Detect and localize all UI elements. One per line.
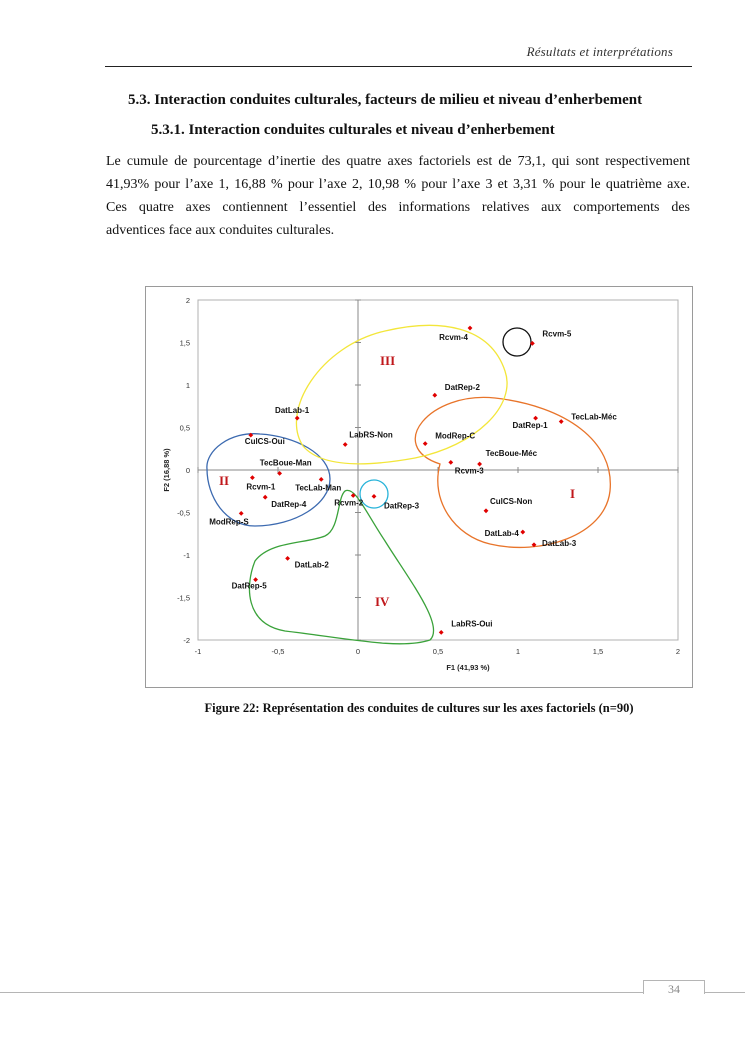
data-point-label: CulCS-Non [490, 496, 533, 506]
paragraph-line: adventices face aux conduites culturales. [106, 223, 335, 238]
data-point-label: TecLab-Man [295, 483, 342, 493]
running-header: Résultats et interprétations [526, 44, 673, 59]
data-point-label: DatLab-2 [294, 560, 329, 570]
x-tick-label: 1 [515, 647, 521, 656]
x-tick-label: 0 [355, 647, 361, 656]
data-point-marker [372, 494, 377, 499]
data-point-marker [343, 442, 348, 447]
data-point-marker [319, 477, 324, 482]
y-tick-label: 0 [185, 466, 190, 475]
group-ellipse [503, 328, 531, 356]
group-label: IV [375, 594, 390, 609]
data-point-label: DatLab-4 [484, 529, 519, 539]
y-tick-label: 0,5 [179, 423, 190, 433]
y-tick-label: -2 [183, 636, 190, 645]
x-tick-label: 0,5 [432, 647, 444, 656]
subsection-heading: 5.3.1. Interaction conduites culturales et niveau d’enherbement [151, 122, 555, 138]
data-point-label: DatRep-5 [231, 581, 267, 591]
data-point-marker [484, 508, 489, 513]
data-point-label: Rcvm-2 [334, 498, 364, 508]
data-point-label: DatRep-3 [384, 501, 420, 511]
data-point-marker [263, 495, 268, 500]
group-ellipse [249, 490, 433, 643]
data-point-marker [432, 393, 437, 398]
section-heading: 5.3. Interaction conduites culturales, facteurs de milieu et niveau d’enherbement [128, 92, 643, 108]
x-tick-label: -1 [194, 647, 202, 656]
x-tick-label: 2 [675, 647, 681, 656]
y-tick-label: 2 [185, 296, 190, 305]
data-point-label: DatRep-2 [444, 383, 480, 393]
body-paragraph [106, 150, 690, 242]
figure-caption: Figure 22: Représentation des conduites de cultures sur les axes factoriels (n=90) [204, 701, 634, 715]
data-point-label: TecBoue-Méc [485, 449, 538, 459]
paragraph-line: Le cumule de pourcentage d’inertie des quatre axes factoriels est de 73,1, qui sont respectivement [106, 154, 690, 169]
header-rule [105, 66, 692, 67]
data-point-marker [423, 441, 428, 446]
data-point-label: Rcvm-4 [439, 333, 468, 343]
y-tick-label: -0,5 [177, 508, 190, 518]
data-point-marker [295, 416, 300, 421]
page-number: 34 [643, 980, 705, 994]
paragraph-line: 41,93% pour l’axe 1, 16,88 % pour l’axe 2, 10,98 % pour l’axe 3 et 3,31 % pour le quatrième axe. [106, 177, 690, 192]
data-point-marker [520, 530, 525, 535]
data-point-label: DatRep-4 [271, 500, 307, 510]
group-label: II [219, 473, 230, 488]
data-point-marker [559, 419, 564, 424]
data-point-marker [468, 326, 473, 331]
y-tick-label: 1,5 [179, 338, 190, 348]
x-axis-title: F1 (41,93 %) [446, 663, 490, 672]
data-point-label: Rcvm-3 [454, 466, 484, 476]
data-point-label: TecLab-Méc [571, 412, 617, 422]
data-point-label: LabRS-Oui [451, 619, 493, 629]
y-tick-label: 1 [185, 381, 190, 390]
footer-rule [0, 992, 745, 993]
data-point-marker [448, 460, 453, 465]
x-tick-label: 1,5 [592, 647, 604, 656]
factorial-scatter-chart [145, 286, 693, 688]
y-axis-title: F2 (16,88 %) [162, 448, 171, 492]
group-label: I [570, 486, 576, 501]
data-point-label: Rcvm-1 [246, 482, 276, 492]
y-tick-label: -1,5 [177, 593, 190, 603]
data-point-label: ModRep-C [435, 431, 476, 441]
data-point-label: CulCS-Oui [244, 437, 285, 447]
data-point-label: DatRep-1 [512, 421, 548, 431]
data-point-label: TecBoue-Man [259, 458, 312, 468]
x-tick-label: -0,5 [271, 647, 285, 656]
data-point-label: DatLab-1 [274, 406, 310, 416]
y-tick-label: -1 [183, 551, 190, 560]
data-point-marker [285, 556, 290, 561]
data-point-label: DatLab-3 [542, 538, 577, 548]
data-point-label: LabRS-Non [349, 430, 393, 440]
data-point-marker [439, 630, 444, 635]
data-point-label: ModRep-S [209, 517, 249, 527]
data-point-marker [250, 475, 255, 480]
data-point-marker [533, 416, 538, 421]
paragraph-line: Ces quatre axes contiennent l’essentiel des informations relatives aux comportements des [106, 200, 690, 215]
data-point-label: Rcvm-5 [542, 329, 572, 339]
data-point-marker [239, 511, 244, 516]
group-ellipse [296, 325, 507, 464]
group-label: III [380, 353, 396, 368]
